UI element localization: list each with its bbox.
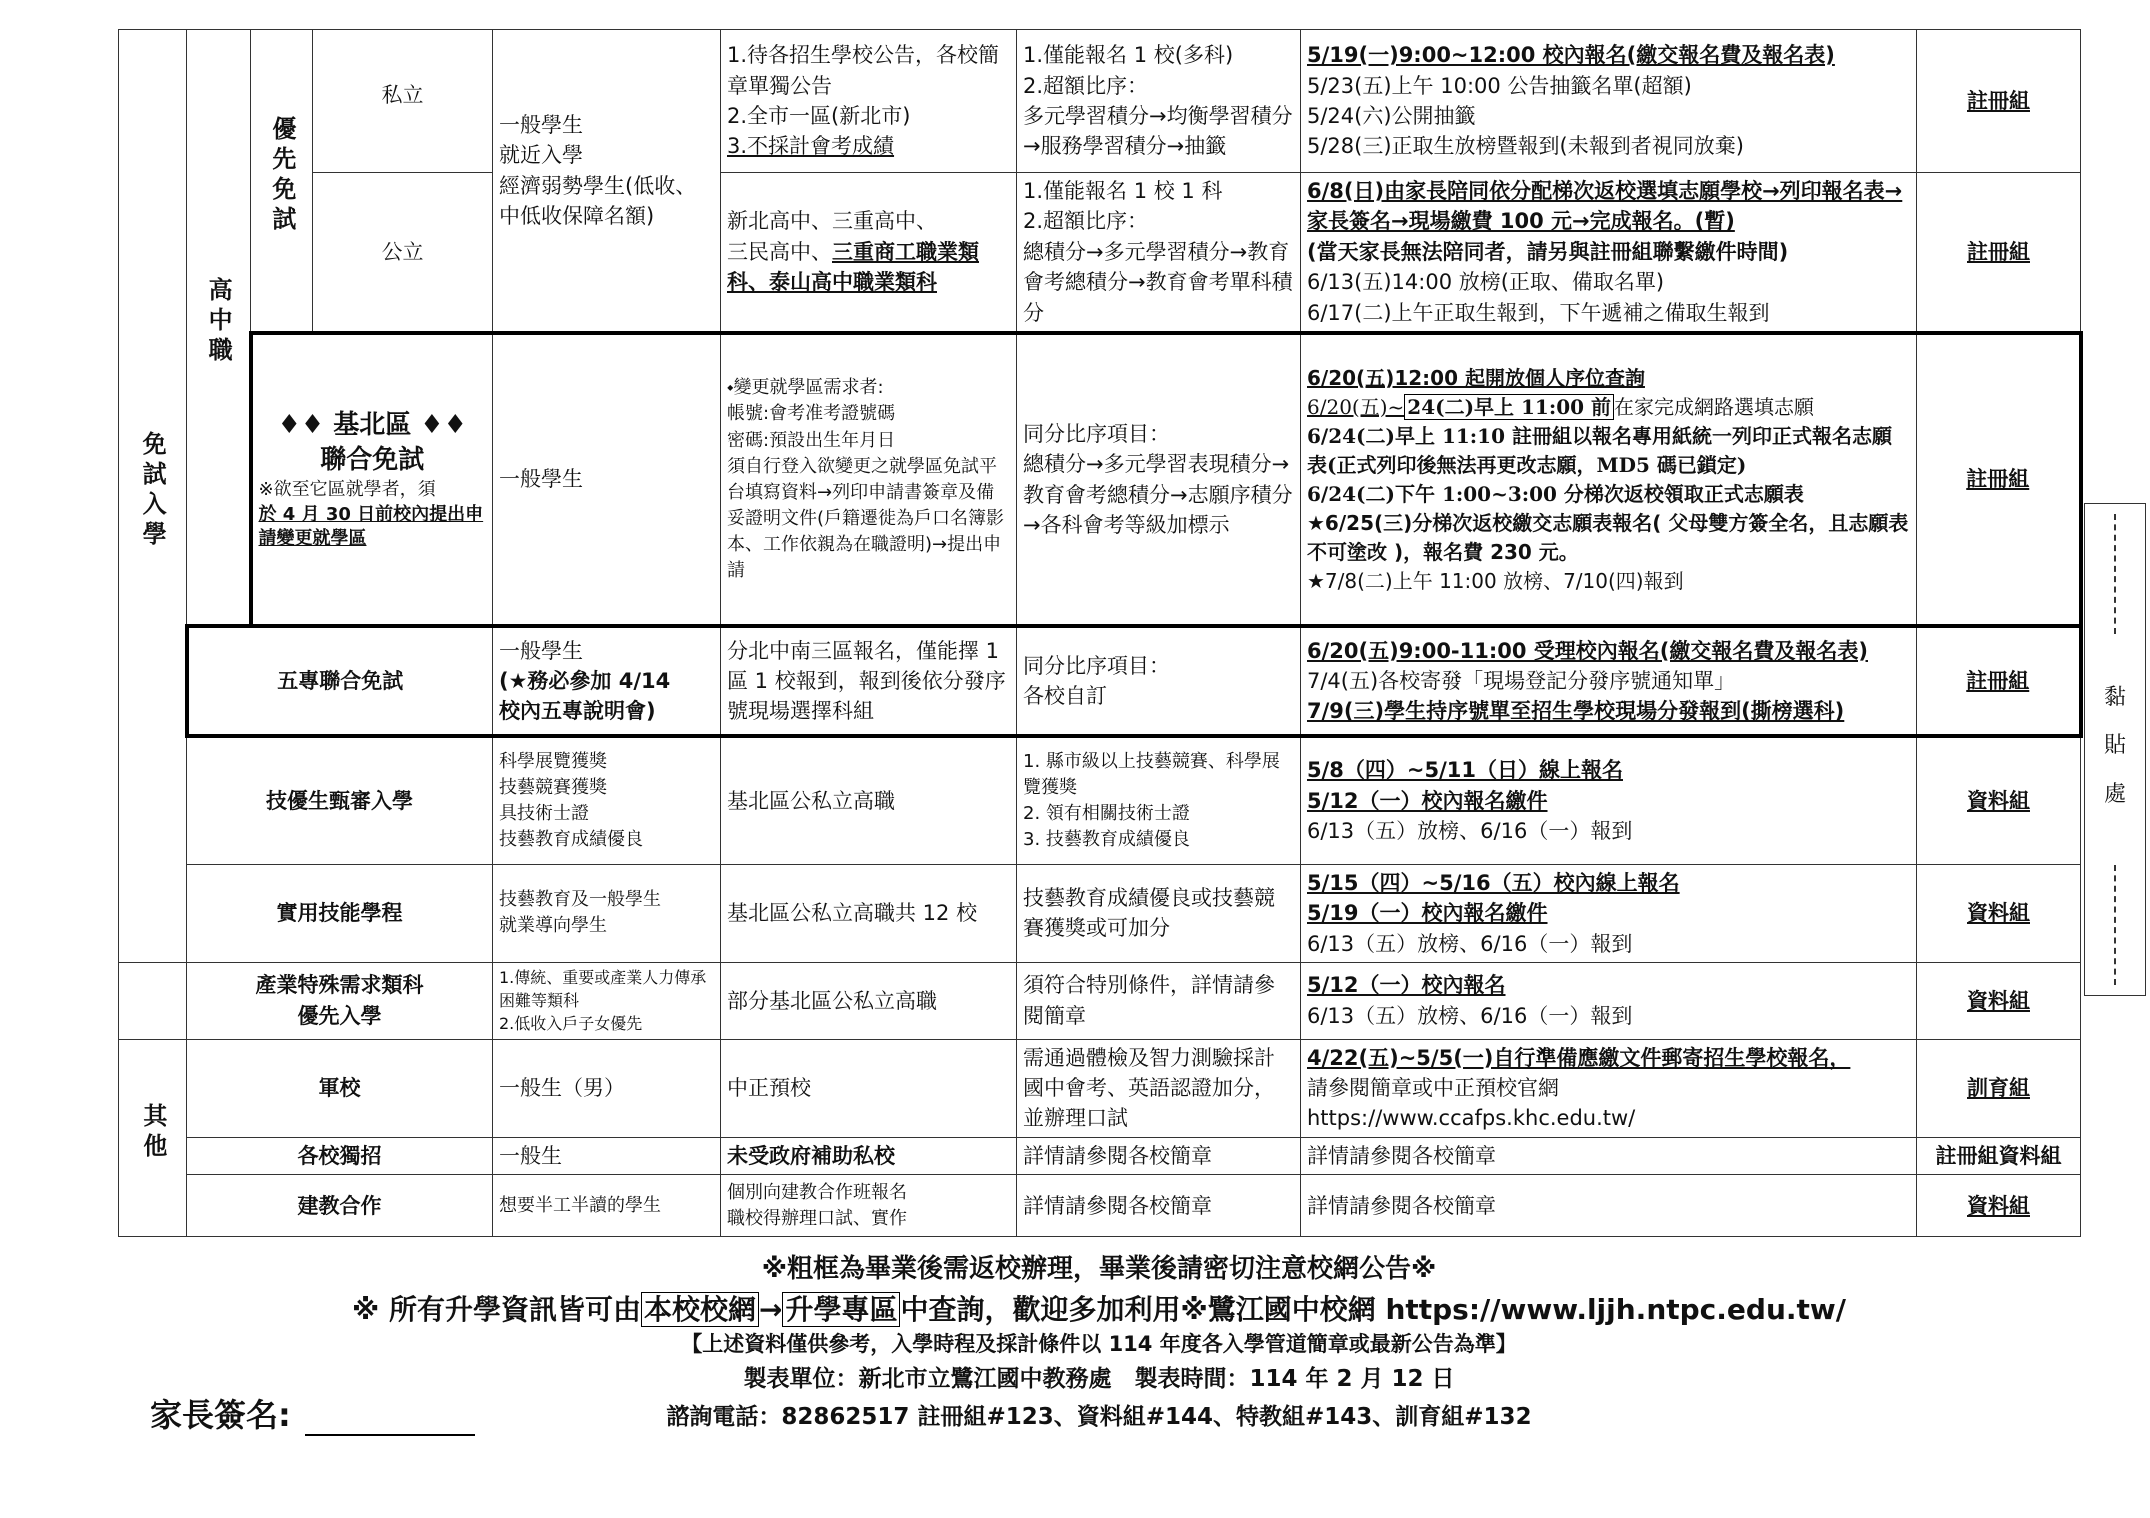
talent-target: 科學展覽獲獎 技藝競賽獲獎 具技術士證 技藝教育成績優良 [493, 736, 721, 864]
five-year-unit: 註冊組 [1917, 626, 2081, 736]
public-schedule: 6/8(日)由家長陪同依分配梯次返校選填志願學校→列印報名表→家長簽名→現場繳費 100 元→完成報名。(暫) (當天家長無法陪同者，請另與註冊組聯繫繳件時間) 6/13(五)14:00 放榜(正取、備取名單) 6/17(二)上午正取生報到，下午遞補之備取生報到 [1301, 173, 1917, 334]
keelung-schedule: 6/20(五)12:00 起開放個人序位查詢 6/20(五)~ 24(二)早上 11:00 前 在家完成網路選填志願 6/24(二)早上 11:10 註冊組以報名專用紙統一列印正式報名志願表(正式列印後無法再更改志願，MD5 碼已鎖定) 6/24(二)下午 1:00~3:00 分梯次返校領取正式志願表 ★6/25(三)分梯次返校繳交志願表報名( 父母雙方簽全名，且志願表不可塗改 )，報名費 230 元。 ★7/8(二)上午 11:00 放榜、7/10(四)報到 [1301, 333, 1917, 626]
private-public-target: 一般學生 就近入學 經濟弱勢學生(低收、中低收保障名額) [493, 30, 721, 334]
public-scope: 新北高中、三重高中、 三民高中、三重商工職業類科、泰山高中職業類科 [721, 173, 1017, 334]
footer-website-note: ※ 所有升學資訊皆可由 本校校網 → 升學專區 中查詢，歡迎多加利用※鷺江國中校網 https://www.ljjh.ntpc.edu.tw/ [351, 1293, 1846, 1326]
practical-target: 技藝教育及一般學生 就業導向學生 [493, 864, 721, 962]
talent-schedule: 5/8（四）~5/11（日）線上報名 5/12（一）校內報名繳件 6/13（五）放榜、6/16（一）報到 [1301, 736, 1917, 864]
coop-schedule: 詳情請參閱各校簡章 [1301, 1175, 1917, 1237]
high-voc-label: 高中職 [187, 30, 251, 627]
free-exam-label: 免試入學 [119, 30, 187, 963]
military-ratio: 需通過體檢及智力測驗採計國中會考、英語認證加分，並辦理口試 [1017, 1039, 1301, 1137]
industry-name: 產業特殊需求類科 優先入學 [187, 963, 493, 1040]
military-name: 軍校 [187, 1039, 493, 1137]
footer-phone: 諮詢電話：82862517 註冊組#123、資料組#144、特教組#143、訓育組#132 [666, 1404, 1532, 1430]
practical-schedule: 5/15（四）~5/16（五）校內線上報名 5/19（一）校內報名繳件 6/13（五）放榜、6/16（一）報到 [1301, 864, 1917, 962]
coop-target: 想要半工半讀的學生 [493, 1175, 721, 1237]
keelung-scope: ⬩變更就學區需求者: 帳號:會考准考證號碼 密碼:預設出生年月日 須自行登入欲變更之就學區免試平台填寫資料→列印申請書簽章及備妥證明文件(戶籍遷徙為戶口名簿影本、工作依親為在職證明)→提出申請 [721, 333, 1017, 626]
private-schedule: 5/19(一)9:00~12:00 校內報名(繳交報名費及報名表) 5/23(五)上午 10:00 公告抽籤名單(超額) 5/24(六)公開抽籤 5/28(三)正取生放榜暨報到(未報到者視同放棄) [1301, 30, 1917, 173]
practical-scope: 基北區公私立高職共 12 校 [721, 864, 1017, 962]
industry-unit: 資料組 [1917, 963, 2081, 1040]
talent-name: 技優生甄審入學 [187, 736, 493, 864]
five-year-target: 一般學生 (★務必參加 4/14 校內五專說明會) [493, 626, 721, 736]
private-name: 私立 [313, 30, 493, 173]
independent-scope: 未受政府補助私校 [721, 1137, 1017, 1174]
coop-scope: 個別向建教合作班報名 職校得辦理口試、實作 [721, 1175, 1017, 1237]
industry-scope: 部分基北區公私立高職 [721, 963, 1017, 1040]
other-label: 其他 [119, 1039, 187, 1237]
signature-line[interactable] [305, 1404, 475, 1436]
military-schedule: 4/22(五)~5/5(一)自行準備應繳文件郵寄招生學校報名， 請參閱簡章或中正預校官網 https://www.ccafps.khc.edu.tw/ [1301, 1039, 1917, 1137]
public-ratio: 1.僅能報名 1 校 1 科 2.超額比序： 總積分→多元學習積分→教育會考總積分→教育會考單科積分 [1017, 173, 1301, 334]
independent-schedule: 詳情請參閱各校簡章 [1301, 1137, 1917, 1174]
parent-signature-label: 家長簽名: [150, 1396, 291, 1434]
talent-scope: 基北區公私立高職 [721, 736, 1017, 864]
independent-target: 一般生 [493, 1137, 721, 1174]
military-target: 一般生（男） [493, 1039, 721, 1137]
glue-dash-top [2114, 514, 2116, 634]
keelung-unit: 註冊組 [1917, 333, 2081, 626]
admission-table [118, 29, 2083, 1237]
keelung-ratio: 同分比序項目： 總積分→多元學習表現積分→教育會考總積分→志願序積分→各科會考等級加標示 [1017, 333, 1301, 626]
parent-signature [150, 1390, 475, 1436]
five-year-schedule: 6/20(五)9:00-11:00 受理校內報名(繳交報名費及報名表) 7/4(五)各校寄發「現場登記分發序號通知單」 7/9(三)學生持序號單至招生學校現場分發報到(撕榜選科) [1301, 626, 1917, 736]
coop-unit: 資料組 [1917, 1175, 2081, 1237]
independent-unit: 註冊組資料組 [1917, 1137, 2081, 1174]
footer-made-by: 製表單位：新北市立鷺江國中教務處 製表時間：114 年 2 月 12 日 [743, 1366, 1455, 1392]
five-year-ratio: 同分比序項目： 各校自訂 [1017, 626, 1301, 736]
practical-unit: 資料組 [1917, 864, 2081, 962]
public-name: 公立 [313, 173, 493, 334]
coop-name: 建教合作 [187, 1175, 493, 1237]
keelung-target: 一般學生 [493, 333, 721, 626]
military-scope: 中正預校 [721, 1039, 1017, 1137]
public-unit: 註冊組 [1917, 173, 2081, 334]
glue-area [2084, 503, 2146, 996]
glue-dash-bottom [2114, 865, 2116, 985]
talent-unit: 資料組 [1917, 736, 2081, 864]
industry-target: 1.傳統、重要或產業人力傳承困難等類科 2.低收入戶子女優先 [493, 963, 721, 1040]
five-year-scope: 分北中南三區報名，僅能擇 1 區 1 校報到，報到後依分發序號現場選擇科組 [721, 626, 1017, 736]
independent-ratio: 詳情請參閱各校簡章 [1017, 1137, 1301, 1174]
private-ratio: 1.僅能報名 1 校(多科) 2.超額比序： 多元學習積分→均衡學習積分→服務學習積分→抽籤 [1017, 30, 1301, 173]
industry-ratio: 須符合特別條件，詳情請參閱簡章 [1017, 963, 1301, 1040]
coop-ratio: 詳情請參閱各校簡章 [1017, 1175, 1301, 1237]
practical-name: 實用技能學程 [187, 864, 493, 962]
private-scope: 1.待各招生學校公告，各校簡章單獨公告 2.全市一區(新北市) 3.不採計會考成績 [721, 30, 1017, 173]
five-year-name: 五專聯合免試 [187, 626, 493, 736]
practical-ratio: 技藝教育成績優良或技藝競賽獲獎或可加分 [1017, 864, 1301, 962]
footer-note-thick-frame: ※粗框為畢業後需返校辦理，畢業後請密切注意校網公告※ [761, 1254, 1437, 1284]
private-unit: 註冊組 [1917, 30, 2081, 173]
talent-ratio: 1. 縣市級以上技藝競賽、科學展覽獲獎 2. 領有相關技術士證 3. 技藝教育成績優良 [1017, 736, 1301, 864]
keelung-name: ♦♦ 基北區 ♦♦ 聯合免試 ※欲至它區就學者，須 於 4 月 30 日前校內提出申請變更就學區 [251, 333, 493, 626]
glue-label: 黏 貼 處 [2103, 685, 2126, 807]
independent-name: 各校獨招 [187, 1137, 493, 1174]
priority-label: 優先免試 [251, 30, 313, 334]
footer-disclaimer: 【上述資料僅供參考，入學時程及採計條件以 114 年度各入學管道簡章或最新公告為準】 [681, 1332, 1517, 1356]
industry-schedule: 5/12（一）校內報名 6/13（五）放榜、6/16（一）報到 [1301, 963, 1917, 1040]
military-unit: 訓育組 [1917, 1039, 2081, 1137]
